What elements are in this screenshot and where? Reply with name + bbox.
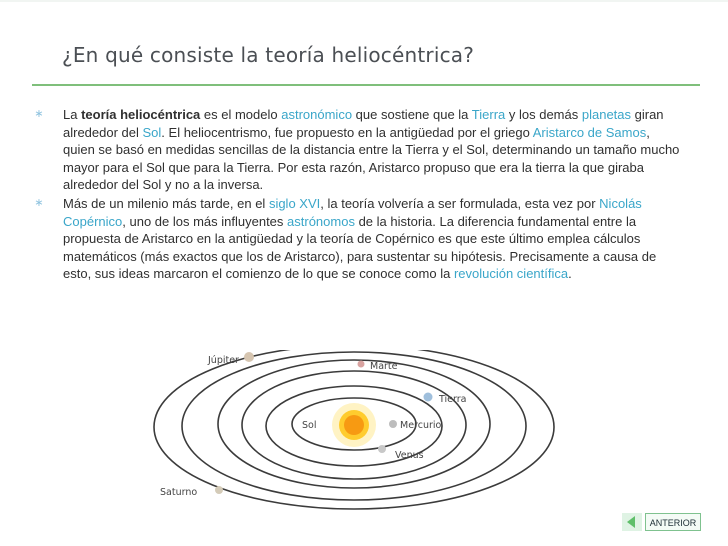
bullet-2-text bbox=[63, 196, 656, 281]
text-segment: Más de un milenio más tarde, en el bbox=[63, 195, 269, 211]
triangle-left-icon bbox=[627, 516, 635, 528]
text-segment: giran alrededor del bbox=[63, 107, 664, 140]
solar-system-diagram bbox=[150, 350, 560, 520]
link-siglo-xvi[interactable]: siglo XVI bbox=[268, 195, 321, 211]
venus-dot bbox=[378, 445, 386, 453]
saturn-dot bbox=[215, 486, 223, 494]
slide-title: ¿En qué consiste la teoría heliocéntrica? bbox=[62, 43, 475, 67]
link-aristarco[interactable]: Aristarco de Samos bbox=[532, 124, 647, 140]
mercury-label: Mercurio bbox=[400, 420, 442, 431]
jupiter-dot bbox=[244, 352, 254, 362]
text-segment: de la historia. La diferencia fundamental entre la propuesta de Aristarco en la antigüedad y la teoría de Copérnico es que este último emplea cálculos matemáticos (más exactos que los de Aristarco), para sustentar su hipótesis. Precisamente a causa de esto, sus ideas marcaron el comienzo de lo que se conoce como la bbox=[63, 213, 657, 282]
sun-label: Sol bbox=[302, 420, 317, 431]
link-planetas[interactable]: planetas bbox=[581, 107, 632, 122]
text-segment: y los demás bbox=[505, 107, 582, 122]
text-segment: La bbox=[63, 107, 82, 122]
title-divider bbox=[32, 84, 700, 86]
link-astronomos[interactable]: astrónomos bbox=[287, 213, 355, 229]
term-heliocentric: teoría heliocéntrica bbox=[81, 107, 201, 122]
venus-label: Venus bbox=[395, 450, 424, 461]
text-segment: es el modelo bbox=[200, 107, 282, 122]
text-segment: que sostiene que la bbox=[352, 107, 472, 122]
link-sol[interactable]: Sol bbox=[142, 124, 162, 140]
earth-label: Tierra bbox=[439, 394, 467, 405]
jupiter-label: Júpiter bbox=[208, 355, 239, 366]
sun-core bbox=[344, 415, 364, 435]
mercury-dot bbox=[389, 420, 397, 428]
bullet-star-icon: ∗ bbox=[34, 196, 44, 209]
saturn-label: Saturno bbox=[160, 487, 198, 498]
bullet-list bbox=[32, 106, 682, 284]
text-segment: , uno de los más influyentes bbox=[122, 213, 288, 229]
link-astronomico[interactable]: astronómico bbox=[281, 107, 353, 122]
previous-arrow-button[interactable] bbox=[622, 513, 642, 531]
link-copernico[interactable]: Nicolás Copérnico bbox=[63, 195, 642, 229]
link-tierra[interactable]: Tierra bbox=[471, 107, 506, 122]
bullet-star-icon: ∗ bbox=[34, 108, 44, 120]
text-segment: , la teoría volvería a ser formulada, esta vez por bbox=[320, 195, 600, 211]
link-revolucion-cientifica[interactable]: revolución científica bbox=[453, 266, 569, 282]
text-segment: , quien se basó en medidas sencillas de la distancia entre la Tierra y el Sol, determinando un tamaño mucho mayor para el Sol que para la Tierra. Por esta razón, Aristarco propuso que era la tierra la que giraba alrededor del Sol y no a la inversa. bbox=[63, 124, 680, 193]
anterior-button[interactable]: ANTERIOR bbox=[645, 513, 701, 531]
text-segment: . bbox=[568, 266, 572, 282]
bullet-1-text bbox=[63, 107, 679, 192]
earth-dot bbox=[424, 393, 433, 402]
bullet-item bbox=[32, 106, 682, 194]
bullet-item bbox=[32, 195, 682, 283]
text-segment: . El heliocentrismo, fue propuesto en la antigüedad por el griego bbox=[161, 124, 533, 140]
top-edge-line bbox=[0, 0, 728, 2]
mars-dot bbox=[358, 361, 365, 368]
mars-label: Marte bbox=[370, 361, 398, 372]
